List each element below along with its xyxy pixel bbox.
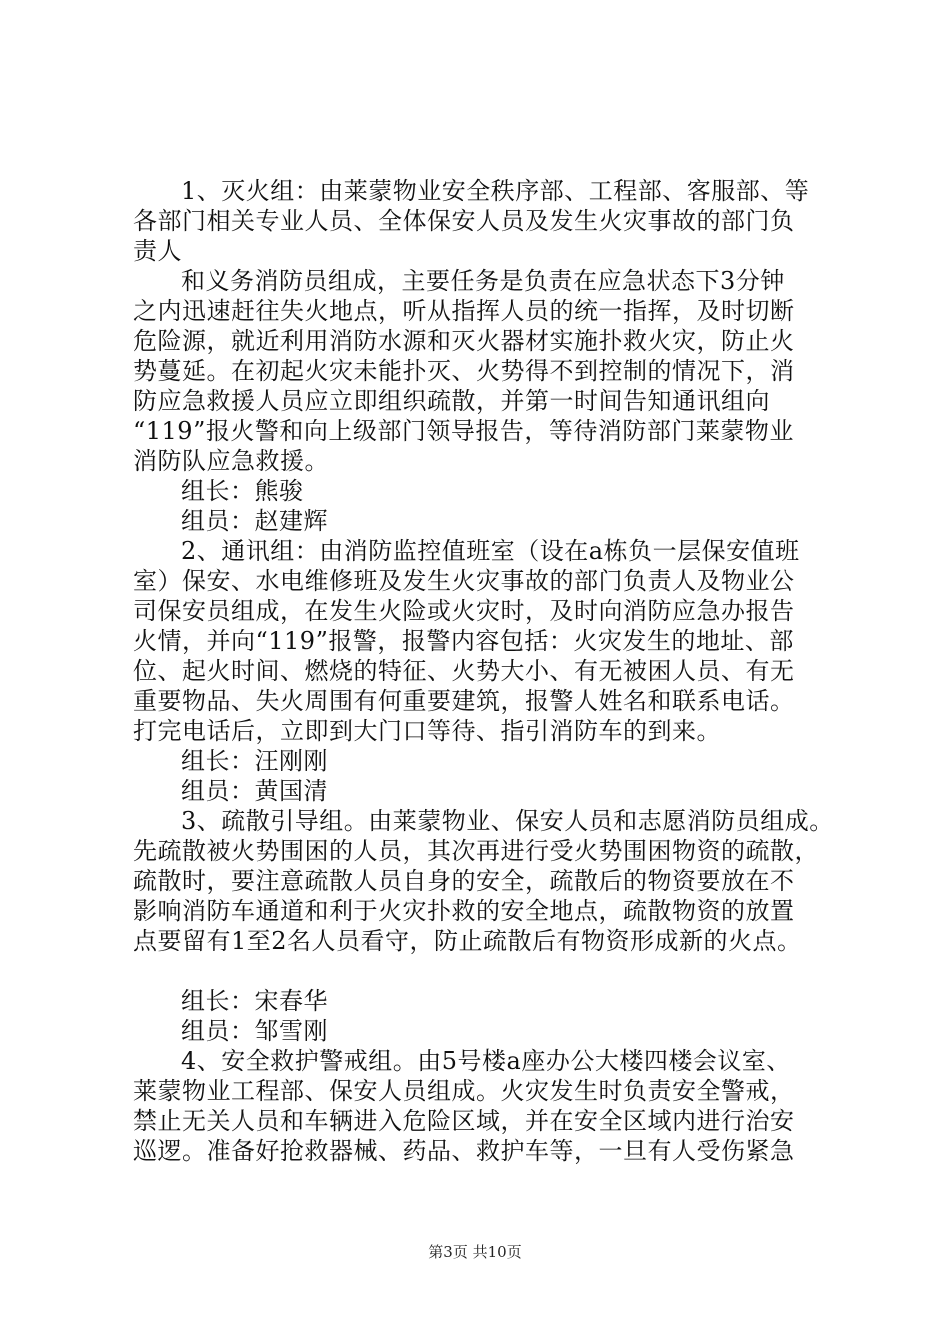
document-body — [133, 176, 837, 1166]
paragraph-line: 3、疏散引导组。由莱蒙物业、保安人员和志愿消防员组成。 — [181, 807, 834, 835]
paragraph-line: 禁止无关人员和车辆进入危险区域，并在安全区域内进行治安 — [133, 1107, 795, 1135]
team-leader: 组长：熊骏 — [181, 477, 304, 505]
paragraph-line: 之内迅速赶往失火地点，听从指挥人员的统一指挥，及时切断 — [133, 297, 795, 325]
paragraph-line: 影响消防车通道和利于火灾扑救的安全地点，疏散物资的放置 — [133, 897, 795, 925]
paragraph-line: 1、灭火组：由莱蒙物业安全秩序部、工程部、客服部、等 — [181, 177, 810, 205]
paragraph-line: 危险源，就近利用消防水源和灭火器材实施扑救火灾，防止火 — [133, 327, 795, 355]
team-member: 组员：邹雪刚 — [181, 1017, 328, 1045]
blank-line — [133, 956, 837, 986]
page-number: 第3页 共10页 — [428, 1243, 522, 1261]
paragraph-line: 莱蒙物业工程部、保安人员组成。火灾发生时负责安全警戒， — [133, 1077, 795, 1105]
paragraph-line: 疏散时，要注意疏散人员自身的安全，疏散后的物资要放在不 — [133, 867, 795, 895]
team-member: 组员：黄国清 — [181, 777, 328, 805]
paragraph-line: 司保安员组成，在发生火险或火灾时，及时向消防应急办报告 — [133, 597, 795, 625]
paragraph-line: 各部门相关专业人员、全体保安人员及发生火灾事故的部门负 — [133, 207, 795, 235]
paragraph-line: 2、通讯组：由消防监控值班室（设在a栋负一层保安值班 — [181, 537, 800, 565]
paragraph-line: 点要留有1至2名人员看守，防止疏散后有物资形成新的火点。 — [133, 927, 802, 955]
paragraph-line: 4、安全救护警戒组。由5号楼a座办公大楼四楼会议室、 — [181, 1047, 791, 1075]
team-member: 组员：赵建辉 — [181, 507, 328, 535]
paragraph-line: 消防队应急救援。 — [133, 447, 329, 475]
paragraph-line: 重要物品、失火周围有何重要建筑，报警人姓名和联系电话。 — [133, 687, 795, 715]
paragraph-line: 火情，并向“119”报警，报警内容包括：火灾发生的地址、部 — [133, 627, 794, 655]
paragraph-line: 势蔓延。在初起火灾未能扑灭、火势得不到控制的情况下，消 — [133, 357, 795, 385]
paragraph-line: 巡逻。准备好抢救器械、药品、救护车等，一旦有人受伤紧急 — [133, 1137, 795, 1165]
paragraph-line: 室）保安、水电维修班及发生火灾事故的部门负责人及物业公 — [133, 567, 795, 595]
paragraph-line: 和义务消防员组成，主要任务是负责在应急状态下3分钟 — [181, 267, 785, 295]
paragraph-line: 防应急救援人员应立即组织疏散，并第一时间告知通讯组向 — [133, 387, 770, 415]
paragraph-line: 位、起火时间、燃烧的特征、火势大小、有无被困人员、有无 — [133, 657, 795, 685]
paragraph-line: 打完电话后，立即到大门口等待、指引消防车的到来。 — [133, 717, 721, 745]
paragraph-line: 责人 — [133, 237, 182, 265]
team-leader: 组长：汪刚刚 — [181, 747, 328, 775]
team-leader: 组长：宋春华 — [181, 987, 328, 1015]
paragraph-line: 先疏散被火势围困的人员，其次再进行受火势围困物资的疏散， — [133, 837, 819, 865]
paragraph-line: “119”报火警和向上级部门领导报告，等待消防部门莱蒙物业 — [133, 417, 794, 445]
